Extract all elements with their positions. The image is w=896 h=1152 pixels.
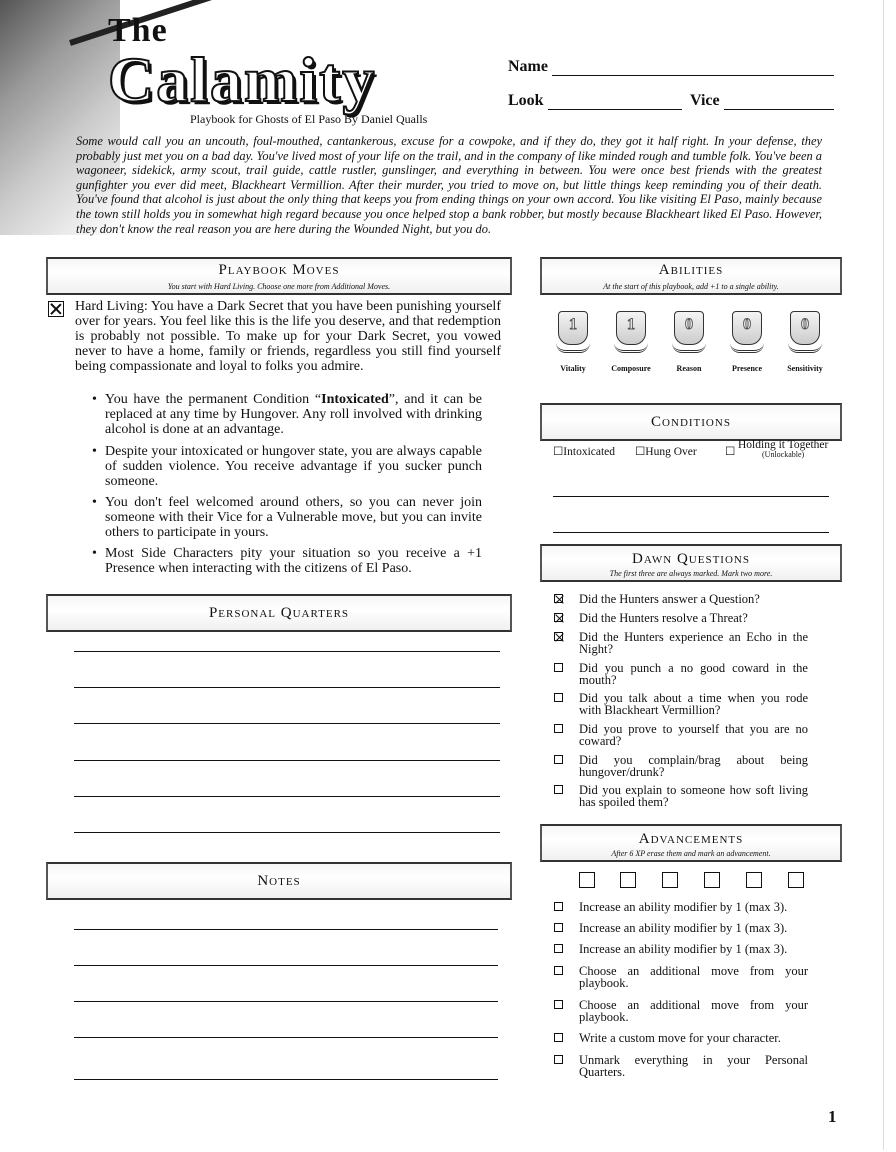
section-title: Conditions (651, 414, 731, 430)
playbook-logo-title: Calamity (108, 44, 377, 115)
section-title: Personal Quarters (208, 605, 350, 621)
byline: Playbook for Ghosts of El Paso By Daniel Qualls (190, 112, 428, 126)
section-subtitle: After 6 XP erase them and mark an advancement. (611, 849, 771, 858)
advancement-text: Choose an additional move from your playbook. (579, 998, 808, 1024)
playbook-moves-header (46, 257, 512, 295)
ability-value: 1 (627, 316, 635, 333)
bullet-text-pre: You have the permanent Condition “ (105, 392, 322, 407)
advancement-option[interactable] (554, 922, 808, 934)
vice-field[interactable] (724, 109, 834, 110)
notes-line[interactable] (74, 929, 498, 930)
advancement-option[interactable] (554, 943, 808, 955)
dawn-question[interactable] (554, 754, 808, 778)
notes-header (46, 862, 512, 900)
quarters-line[interactable] (74, 723, 500, 724)
condition-line[interactable] (553, 532, 829, 533)
logo-the: The (108, 12, 168, 49)
question-checkbox[interactable] (554, 663, 563, 672)
advancement-option[interactable] (554, 1054, 808, 1078)
dawn-question[interactable] (554, 612, 808, 624)
advancement-text: Increase an ability modifier by 1 (max 3). (579, 921, 788, 935)
ability-value: 0 (743, 316, 751, 333)
ability-value: 0 (801, 316, 809, 333)
xp-checkbox[interactable] (704, 872, 720, 888)
condition-hung-over[interactable]: ☐Hung Over (635, 446, 697, 458)
advancement-text: Unmark everything in your Personal Quarters. (579, 1053, 808, 1079)
advancements-header (540, 824, 842, 862)
advancement-checkbox[interactable] (554, 944, 563, 953)
conditions-header (540, 403, 842, 441)
bullet-text-post: ”, and it can be replaced at any time by Hungover. Any roll involved with drinking alcohol is done at an advantage. (105, 392, 482, 437)
question-text: Did you prove to yourself that you are no coward? (579, 722, 808, 748)
section-title: Abilities (658, 262, 724, 278)
advancement-option[interactable] (554, 999, 808, 1023)
advancement-text: Write a custom move for your character. (579, 1031, 781, 1045)
ability-label-vitality: Vitality (560, 364, 586, 373)
section-subtitle: The first three are always marked. Mark two more. (609, 569, 773, 578)
reason-shield-icon[interactable] (672, 311, 706, 355)
section-subtitle: At the start of this playbook, add +1 to a single ability. (603, 282, 779, 291)
look-label: Look (508, 92, 544, 109)
ability-label-composure: Composure (611, 364, 651, 373)
intro-paragraph: Some would call you an uncouth, foul-mouthed, cantankerous, excuse for a cowpoke, and if they do, they got it half right. In your defense, they probably just met you on a bad day. You've lived most of your life on the trail, and in the company of like minded rough and tumble folk. You've been a wagoneer, sidekick, army scout, trail guide, cattle rustler, gunslinger, and everything in between. You were once best friends with the greatest gunfighter you ever did meet, Blackheart Vermillion. After their murder, you tried to move on, but little things keep reminding you of their death. You've found that alcohol is just about the only thing that keeps you from ending things on your own accord. You like visiting El Paso, mainly because the town still holds you in somewhat high regard because you once helped stop a bank robber, but mostly because Blackheart liked El Paso. However, they don't know the real reason you are here during the Wounded Night, but you do. (76, 134, 822, 236)
question-text: Did the Hunters answer a Question? (579, 592, 760, 606)
ability-value: 1 (569, 316, 577, 333)
move-bullet-unwelcome: • You don't feel welcomed around others, so you can never join someone with their Vice for a Vulnerable move, but you can invite others to participate in yours. (92, 495, 482, 540)
ability-value: 0 (685, 316, 693, 333)
page-number: 1 (828, 1107, 837, 1126)
notes-line[interactable] (74, 965, 498, 966)
question-checkbox[interactable] (554, 785, 563, 794)
advancement-checkbox[interactable] (554, 1055, 563, 1064)
question-checkbox[interactable] (554, 632, 563, 641)
quarters-line[interactable] (74, 760, 500, 761)
xp-checkbox[interactable] (788, 872, 804, 888)
intoxicated-term: Intoxicated (321, 392, 389, 407)
quarters-line[interactable] (74, 796, 500, 797)
notes-line[interactable] (74, 1079, 498, 1080)
question-text: Did you explain to someone how soft living has spoiled them? (579, 783, 808, 809)
advancement-checkbox[interactable] (554, 1033, 563, 1042)
look-field[interactable] (548, 109, 682, 110)
dawn-question[interactable] (554, 662, 808, 686)
dawn-question[interactable] (554, 723, 808, 747)
advancement-option[interactable] (554, 1032, 808, 1044)
condition-line[interactable] (553, 496, 829, 497)
condition-holding-checkbox[interactable]: ☐ (725, 446, 736, 458)
section-title: Dawn Questions (632, 551, 750, 567)
dawn-question[interactable] (554, 631, 808, 655)
question-checkbox[interactable] (554, 594, 563, 603)
advancement-checkbox[interactable] (554, 966, 563, 975)
quarters-line[interactable] (74, 651, 500, 652)
dawn-questions-header (540, 544, 842, 582)
ability-label-presence: Presence (731, 364, 763, 373)
ability-label-sensitivity: Sensitivity (787, 364, 823, 373)
xp-checkbox[interactable] (662, 872, 678, 888)
question-text: Did you talk about a time when you rode with Blackheart Vermillion? (579, 691, 808, 717)
xp-checkbox[interactable] (579, 872, 595, 888)
condition-intoxicated[interactable]: ☐Intoxicated (553, 446, 616, 458)
name-field[interactable] (552, 75, 834, 76)
question-checkbox[interactable] (554, 755, 563, 764)
advancement-option[interactable] (554, 901, 808, 913)
quarters-line[interactable] (74, 832, 500, 833)
dawn-question[interactable] (554, 784, 808, 808)
advancement-checkbox[interactable] (554, 902, 563, 911)
advancement-text: Choose an additional move from your playbook. (579, 964, 808, 990)
dawn-question[interactable] (554, 692, 808, 716)
name-label: Name (508, 58, 548, 75)
unlockable-note: (Unlockable) (762, 450, 805, 459)
move-bullet-intoxicated (92, 392, 482, 437)
dawn-question[interactable] (554, 593, 808, 605)
move-bullet-violence: • Despite your intoxicated or hungover state, you are always capable of sudden violence. You receive advantage if you sucker punch someone. (92, 444, 482, 489)
advancement-text: Increase an ability modifier by 1 (max 3). (579, 942, 788, 956)
section-title: Playbook Moves (218, 262, 340, 278)
presence-shield-icon[interactable] (730, 311, 764, 355)
notes-line[interactable] (74, 1001, 498, 1002)
abilities-header (540, 257, 842, 295)
question-text: Did you complain/brag about being hungover/drunk? (579, 753, 808, 779)
sensitivity-shield-icon[interactable] (788, 311, 822, 355)
question-checkbox[interactable] (554, 724, 563, 733)
condition-holding-together: Holding it Together (738, 439, 829, 451)
advancement-text: Increase an ability modifier by 1 (max 3). (579, 900, 788, 914)
advancement-checkbox[interactable] (554, 1000, 563, 1009)
advancement-option[interactable] (554, 965, 808, 989)
section-title: Notes (257, 873, 301, 889)
question-checkbox[interactable] (554, 693, 563, 702)
composure-shield-icon[interactable] (614, 311, 648, 355)
vitality-shield-icon[interactable] (556, 311, 590, 355)
question-text: Did the Hunters resolve a Threat? (579, 611, 748, 625)
advancement-checkbox[interactable] (554, 923, 563, 932)
section-title: Advancements (638, 831, 744, 847)
quarters-line[interactable] (74, 687, 500, 688)
notes-line[interactable] (74, 1037, 498, 1038)
move-bullet-pity: • Most Side Characters pity your situation so you receive a +1 Presence when interacting with the citizens of El Paso. (92, 546, 482, 576)
personal-quarters-header (46, 594, 512, 632)
hard-living-checkbox[interactable] (48, 301, 64, 317)
xp-checkbox[interactable] (620, 872, 636, 888)
question-checkbox[interactable] (554, 613, 563, 622)
xp-checkbox[interactable] (746, 872, 762, 888)
hard-living-move: Hard Living: You have a Dark Secret that you have been punishing yourself over for years. You feel like this is the life you deserve, and that redemption is probably not possible. To make up for your Dark Secret, you vowed never to have a home, family or friends, regardless you still find yourself being compassionate and loyal to folks you admire. (75, 299, 501, 374)
question-text: Did you punch a no good coward in the mouth? (579, 661, 808, 687)
section-subtitle: You start with Hard Living. Choose one more from Additional Moves. (167, 282, 391, 291)
vice-label: Vice (690, 92, 720, 109)
ability-label-reason: Reason (676, 364, 702, 373)
question-text: Did the Hunters experience an Echo in the Night? (579, 630, 808, 656)
